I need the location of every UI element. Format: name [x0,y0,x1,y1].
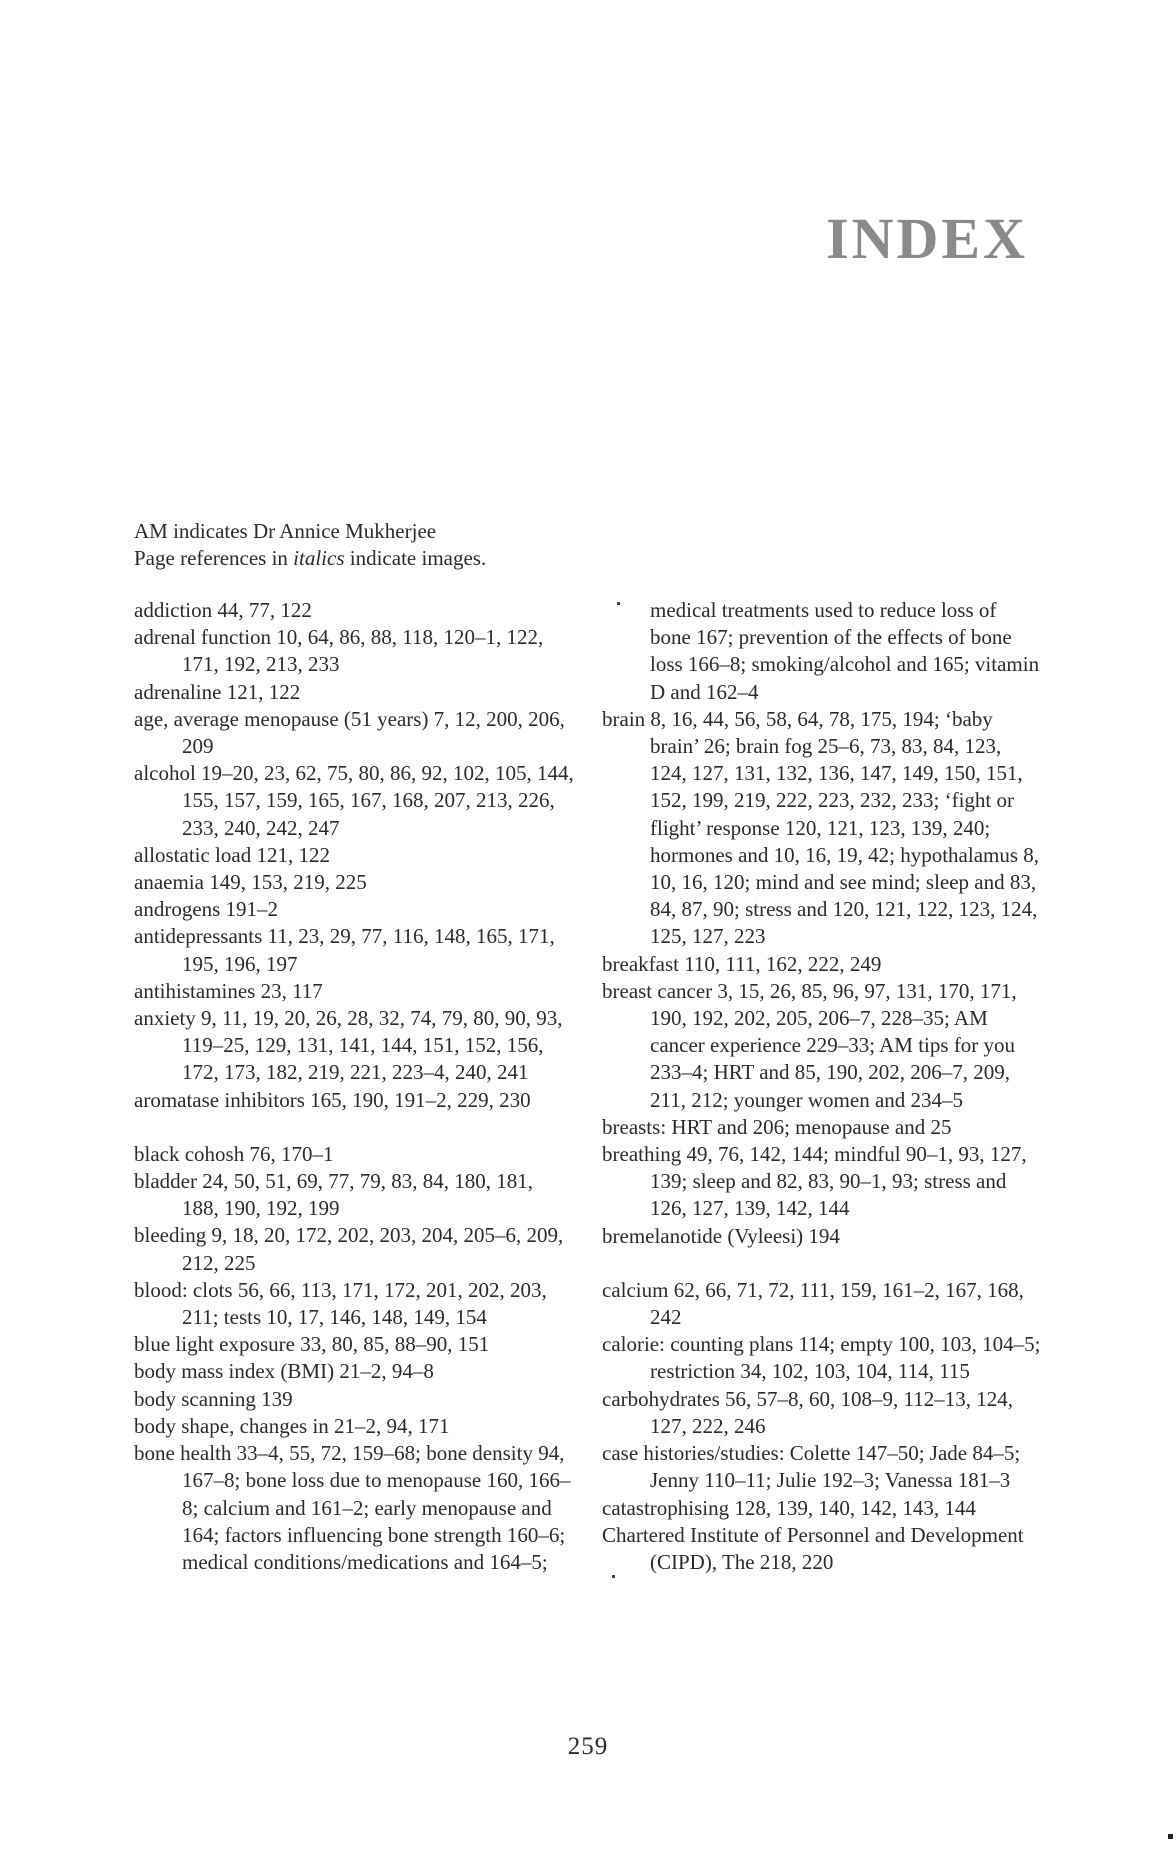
index-entry: body mass index (BMI) 21–2, 94–8 [134,1359,434,1384]
index-entry: anxiety 9, 11, 19, 20, 26, 28, 32, 74, 79, 80, 90, 93, 119–25, 129, 131, 141, 144, 151, 152, 156, 172, 173, 182, 219, 221, 223–4, 240, 241 [134,1006,563,1085]
index-entry: brain 8, 16, 44, 56, 58, 64, 78, 175, 194; ‘baby brain’ 26; brain fog 25–6, 73, 83, 84, 123, 124, 127, 131, 132, 136, 147, 149, 150, 151, 152, 199, 219, 222, 223, 232, 233; ‘fight or flight’ response 120, 121, 123, 139, 240; hormones and 10, 16, 19, 42; hypothalamus 8, 10, 16, 120; mind and see mind; sleep and 83, 84, 87, 90; stress and 120, 121, 122, 123, 124, 125, 127, 223 [602,706,1040,949]
page-number: 259 [567,1733,609,1760]
index-entry: black cohosh 76, 170–1 [134,1141,334,1166]
index-column-right [602,597,1042,1576]
index-entry: bladder 24, 50, 51, 69, 77, 79, 83, 84, 180, 181, 188, 190, 192, 199 [134,1169,533,1221]
index-entry: body shape, changes in 21–2, 94, 171 [134,1413,450,1438]
index-entry: breakfast 110, 111, 162, 222, 249 [602,951,882,976]
index-entry: bone health 33–4, 55, 72, 159–68; bone density 94, 167–8; bone loss due to menopause 160, 166–8; calcium and 161–2; early menopause and 164; factors influencing bone strength 160–6; medical conditions/medications and 164–5; [134,1441,571,1574]
note-am: AM indicates Dr Annice Mukherjee [134,519,437,543]
index-entry: Chartered Institute of Personnel and Development (CIPD), The 218, 220 [602,1522,1024,1574]
index-entry: age, average menopause (51 years) 7, 12, 200, 206, 209 [134,706,565,759]
index-entry: breasts: HRT and 206; menopause and 25 [602,1114,952,1139]
letter-group-gap [134,1114,574,1141]
index-entry: blood: clots 56, 66, 113, 171, 172, 201, 202, 203, 211; tests 10, 17, 146, 148, 149, 154 [134,1277,547,1330]
index-entry: bleeding 9, 18, 20, 172, 202, 203, 204, 205–6, 209, 212, 225 [134,1223,564,1275]
index-entry: alcohol 19–20, 23, 62, 75, 80, 86, 92, 102, 105, 144, 155, 157, 159, 165, 167, 168, 207, 213, 226, 233, 240, 242, 247 [134,761,574,840]
index-entry: anaemia 149, 153, 219, 225 [134,870,367,895]
index-entry: medical treatments used to reduce loss of bone 167; prevention of the effects of bone loss 166–8; smoking/alcohol and 165; vitamin D and 162–4 [650,598,1040,704]
note-italics-word: italics [293,546,345,570]
index-entry: case histories/studies: Colette 147–50; Jade 84–5; Jenny 110–11; Julie 192–3; Vanessa 181–3 [602,1441,1021,1493]
index-notes [134,518,486,572]
index-entry: calorie: counting plans 114; empty 100, 103, 104–5; restriction 34, 102, 103, 104, 114, 115 [602,1332,1041,1384]
note-italics-before: Page references in [134,546,294,570]
note-italics-after: indicate images. [344,546,487,570]
scan-speck [612,1575,615,1578]
index-entry: antihistamines 23, 117 [134,978,323,1003]
index-entry: adrenaline 121, 122 [134,679,301,704]
index-entry: calcium 62, 66, 71, 72, 111, 159, 161–2, 167, 168, 242 [602,1277,1024,1330]
index-entry: blue light exposure 33, 80, 85, 88–90, 151 [134,1332,490,1357]
index-entry: adrenal function 10, 64, 86, 88, 118, 120–1, 122, 171, 192, 213, 233 [134,625,544,677]
index-entry: catastrophising 128, 139, 140, 142, 143, 144 [602,1495,976,1520]
note-italics [134,545,486,572]
index-entry: breathing 49, 76, 142, 144; mindful 90–1, 93, 127, 139; sleep and 82, 83, 90–1, 93; stress and 126, 127, 139, 142, 144 [602,1142,1027,1221]
scan-speck [1168,1834,1173,1839]
letter-group-gap [602,1250,1042,1277]
index-entry: bremelanotide (Vyleesi) 194 [602,1223,840,1248]
index-entry: androgens 191–2 [134,897,279,922]
index-entry: addiction 44, 77, 122 [134,598,312,622]
scan-speck [617,602,620,605]
index-title: INDEX [826,206,1028,271]
index-entry: carbohydrates 56, 57–8, 60, 108–9, 112–13, 124, 127, 222, 246 [602,1386,1013,1438]
index-entry: breast cancer 3, 15, 26, 85, 96, 97, 131, 170, 171, 190, 192, 202, 205, 206–7, 228–35; AM cancer experience 229–33; AM tips for you 233–4; HRT and 85, 190, 202, 206–7, 209, 211, 212; younger women and 234–5 [602,978,1017,1112]
index-entry: aromatase inhibitors 165, 190, 191–2, 229, 230 [134,1087,531,1112]
index-column-left [134,597,574,1576]
index-entry: body scanning 139 [134,1386,293,1411]
index-entry: antidepressants 11, 23, 29, 77, 116, 148, 165, 171, 195, 196, 197 [134,924,555,976]
index-entry: allostatic load 121, 122 [134,842,330,867]
